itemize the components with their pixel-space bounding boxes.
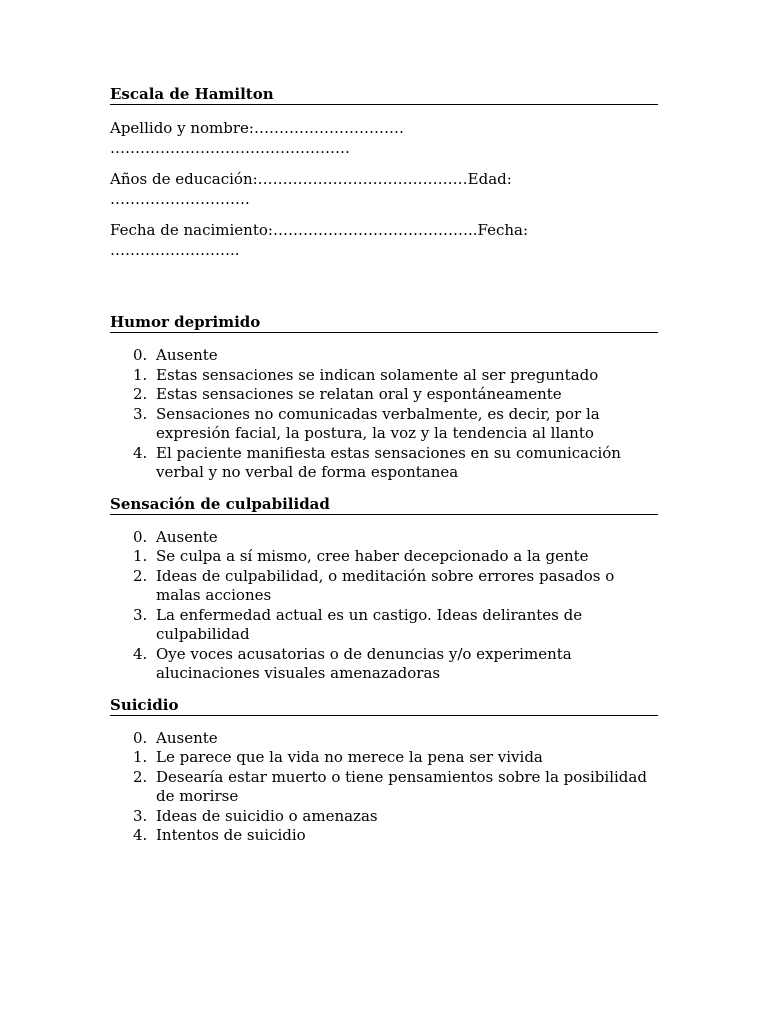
- list-item: [110, 346, 658, 366]
- field-educacion-edad-line2: ……………………….: [110, 190, 250, 208]
- item-text: Ideas de culpabilidad, o meditación sobre errores pasados o malas acciones: [156, 566, 615, 604]
- item-text: Intentos de suicidio: [156, 826, 306, 844]
- item-text: Ideas de suicidio o amenazas: [156, 806, 378, 825]
- item-list: [110, 729, 658, 846]
- field-nacimiento-fecha-line1: Fecha de nacimiento:…………………………………..Fecha:: [110, 221, 529, 239]
- section-heading: Humor deprimido: [110, 312, 658, 333]
- section-humor-deprimido: [110, 312, 658, 483]
- section-sensacion-culpabilidad: [110, 494, 658, 684]
- field-apellido-nombre-line2: …………………………………………: [110, 139, 350, 157]
- item-text: Se culpa a sí mismo, cree haber decepcionado a la gente: [156, 547, 589, 565]
- document-page: [110, 84, 658, 846]
- list-item: [110, 528, 658, 548]
- list-item: [110, 567, 658, 606]
- item-number: 4.: [133, 443, 148, 462]
- item-number: 0.: [133, 346, 148, 364]
- field-apellido-nombre-line1: Apellido y nombre:…………………………: [110, 119, 404, 137]
- list-item: [110, 606, 658, 645]
- item-text: Ausente: [156, 527, 218, 546]
- item-number: 1.: [133, 365, 148, 384]
- list-item: [110, 748, 658, 768]
- list-item: [110, 768, 658, 807]
- item-text: Estas sensaciones se indican solamente al ser preguntado: [156, 365, 599, 384]
- section-heading: Suicidio: [110, 695, 658, 716]
- section-suicidio: [110, 695, 658, 846]
- item-number: 0.: [133, 728, 148, 747]
- list-item: [110, 547, 658, 567]
- item-number: 4.: [133, 644, 148, 663]
- item-number: 1.: [133, 748, 148, 766]
- item-text: Ausente: [156, 346, 218, 364]
- section-heading: Sensación de culpabilidad: [110, 494, 658, 515]
- item-number: 4.: [133, 826, 148, 844]
- field-educacion-edad[interactable]: [110, 169, 658, 209]
- item-text: El paciente manifiesta estas sensaciones en su comunicación verbal y no verbal de forma espontanea: [156, 443, 621, 481]
- item-number: 3.: [133, 605, 148, 624]
- field-educacion-edad-line1: Años de educación:……………………………………Edad:: [110, 170, 512, 188]
- item-number: 0.: [133, 527, 148, 546]
- item-text: Estas sensaciones se relatan oral y espontáneamente: [156, 385, 562, 403]
- list-item: [110, 729, 658, 749]
- list-item: [110, 645, 658, 684]
- list-item: [110, 366, 658, 386]
- item-text: Ausente: [156, 728, 218, 747]
- item-text: La enfermedad actual es un castigo. Ideas delirantes de culpabilidad: [156, 605, 583, 643]
- document-title: Escala de Hamilton: [110, 84, 658, 105]
- item-number: 3.: [133, 404, 148, 423]
- item-text: Le parece que la vida no merece la pena ser vivida: [156, 748, 543, 766]
- list-item: [110, 826, 658, 846]
- item-number: 3.: [133, 806, 148, 825]
- item-text: Desearía estar muerto o tiene pensamientos sobre la posibilidad de morirse: [156, 767, 647, 805]
- list-item: [110, 444, 658, 483]
- list-item: [110, 807, 658, 827]
- field-apellido-nombre[interactable]: [110, 118, 658, 158]
- item-text: Sensaciones no comunicadas verbalmente, es decir, por la expresión facial, la postura, la voz y la tendencia al llanto: [156, 404, 600, 442]
- item-list: [110, 346, 658, 483]
- item-number: 1.: [133, 547, 148, 565]
- item-number: 2.: [133, 566, 148, 585]
- item-list: [110, 528, 658, 684]
- field-nacimiento-fecha-line2: ……………………..: [110, 241, 240, 259]
- list-item: [110, 385, 658, 405]
- item-number: 2.: [133, 385, 148, 403]
- field-nacimiento-fecha[interactable]: [110, 220, 658, 260]
- list-item: [110, 405, 658, 444]
- item-number: 2.: [133, 767, 148, 786]
- item-text: Oye voces acusatorias o de denuncias y/o experimenta alucinaciones visuales amenazadoras: [156, 644, 572, 682]
